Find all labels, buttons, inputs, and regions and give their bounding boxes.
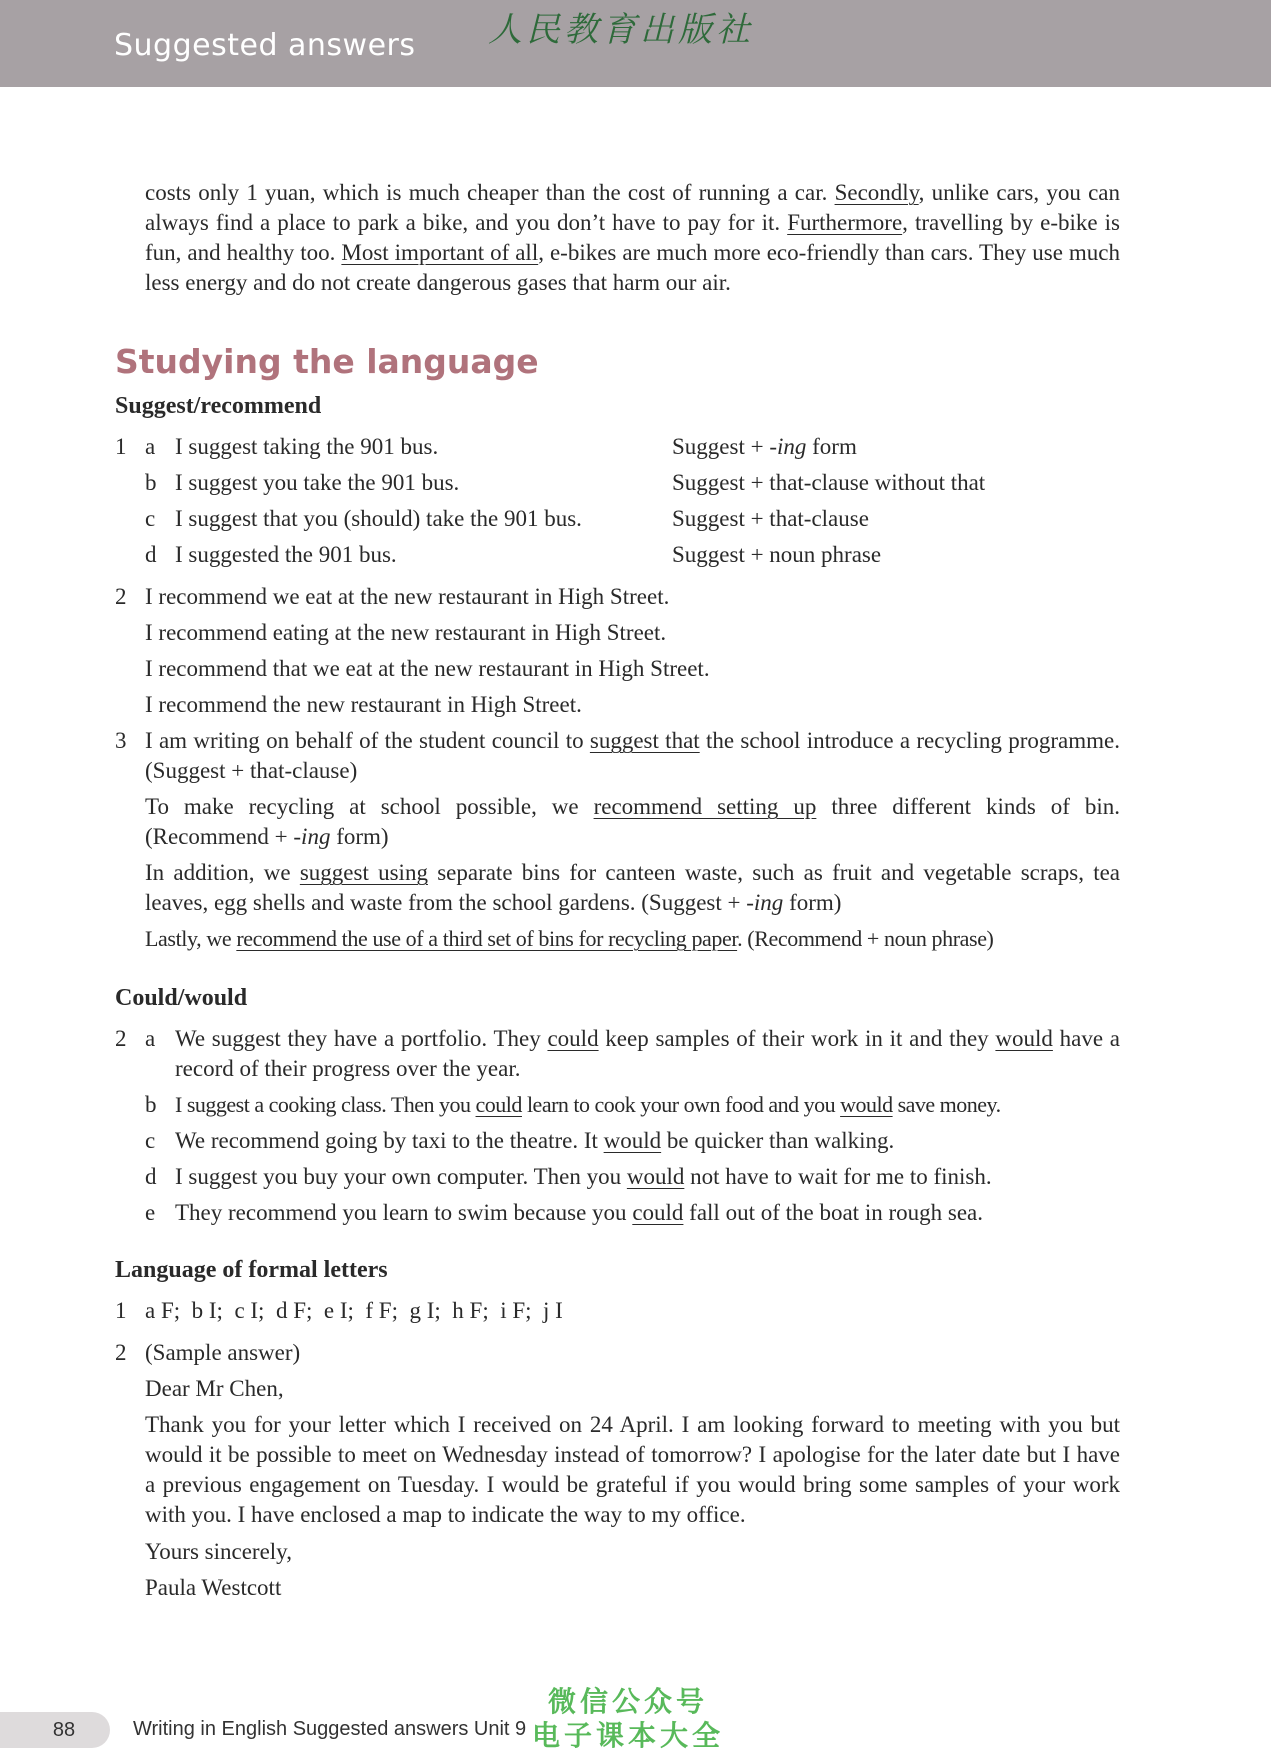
list-item: In addition, we suggest using separate bins for canteen waste, such as fruit and vegetable scraps, tea leaves, egg shells and waste from the school gardens. (Suggest + -ing form)	[145, 860, 1121, 915]
subheading-formal: Language of formal letters	[115, 1257, 388, 1283]
subheading-suggest: Suggest/recommend	[115, 393, 322, 419]
watermark-line-1: 微信公众号	[548, 1685, 709, 1718]
list-item: We suggest they have a portfolio. They could keep samples of their work in it and they would have a record of their progress over the year.	[175, 1026, 1120, 1081]
subheading-couldwould: Could/would	[115, 985, 248, 1011]
publisher-logo: 人民教育出版社	[488, 10, 754, 50]
list-item: I am writing on behalf of the student council to suggest that the school introduce a recycling programme. (Suggest + that-clause)	[145, 728, 1120, 783]
page-number: 88	[0, 1712, 110, 1748]
letter-body: Thank you for your letter which I received on 24 April. I am looking forward to meeting with you but would it be possible to meet on Wednesday instead of tomorrow? I apologise for the later date but I have a previous engagement on Tuesday. I would be grateful if you would bring some samples of your work with you. I have enclosed a map to indicate the way to my office.	[145, 1412, 1120, 1527]
watermark-line-2: 电子课本大全	[532, 1719, 725, 1752]
list-item: Lastly, we recommend the use of a third set of bins for recycling paper. (Recommend + noun phrase)	[145, 926, 994, 951]
list-item: To make recycling at school possible, we recommend setting up three different kinds of bin. (Recommend + -ing form)	[145, 794, 1120, 849]
page-header	[0, 0, 1271, 87]
section-title: Studying the language	[115, 342, 539, 381]
intro-paragraph: costs only 1 yuan, which is much cheaper than the cost of running a car. Secondly, unlike cars, you can always find a place to park a bike, and you don’t have to pay for it. Furthermore, travelling by e-bike is fun, and healthy too. Most important of all, e-bikes are much more eco-friendly than cars. They use much less energy and do not create dangerous gases that harm our air.	[145, 180, 1120, 295]
footer-text: Writing in English Suggested answers Unit 9	[133, 1718, 527, 1740]
header-title: Suggested answers	[114, 28, 416, 63]
